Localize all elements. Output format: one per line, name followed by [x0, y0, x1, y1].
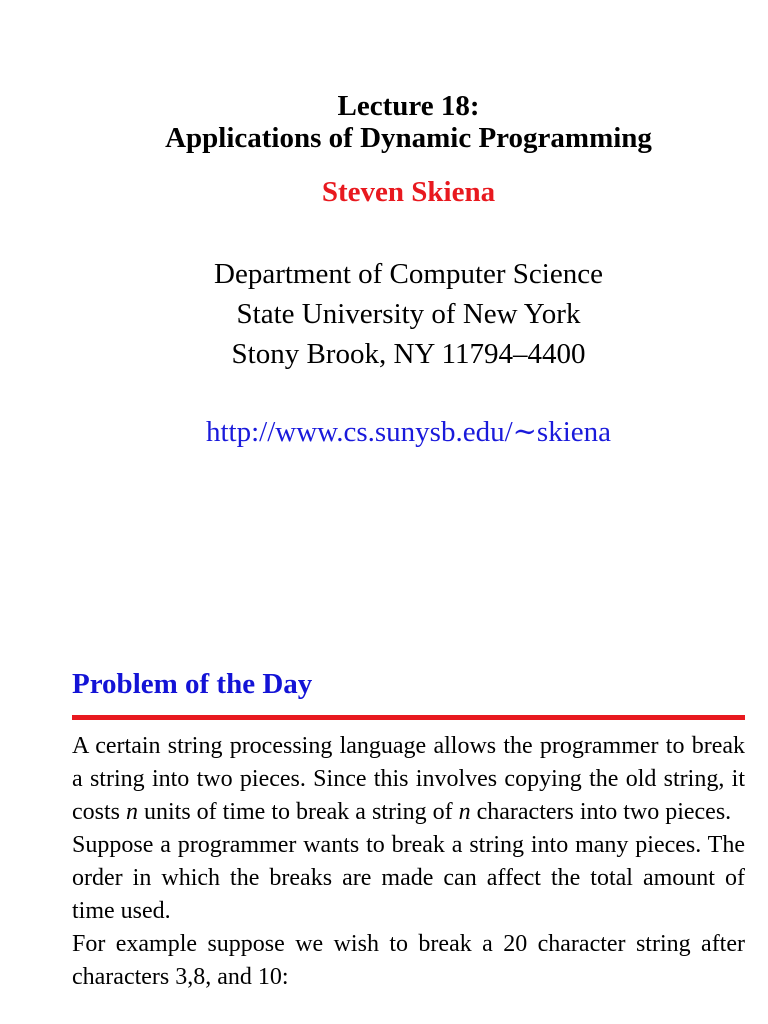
- section-heading: Problem of the Day: [72, 668, 313, 700]
- affiliation-block: [0, 254, 768, 374]
- section-body: [72, 730, 745, 994]
- homepage-link[interactable]: http://www.cs.sunysb.edu/∼skiena: [205, 416, 612, 448]
- author-name: Steven Skiena: [321, 176, 496, 208]
- p1-text-part-2: units of time to break a string of: [138, 799, 459, 825]
- title-line-1: Lecture 18:: [337, 90, 480, 122]
- paragraph-2: Suppose a programmer wants to break a string into many pieces. The order in which the breaks are made can affect the total amount of time used.: [72, 832, 745, 924]
- math-variable-n: n: [458, 799, 471, 825]
- title-line-2: Applications of Dynamic Programming: [165, 122, 652, 154]
- paragraph-1: [72, 730, 745, 829]
- paragraph-3: For example suppose we wish to break a 20 character string after characters 3,8, and 10:: [72, 931, 745, 990]
- department: Department of Computer Science: [214, 258, 603, 290]
- university: State University of New York: [236, 298, 581, 330]
- p1-text-part-1: A certain string processing language allows the programmer to break a string into two pieces. Since this involves copying the old string, it costs: [72, 733, 745, 825]
- p1-text-part-3: characters into two pieces.: [470, 799, 732, 825]
- math-variable-n: n: [126, 799, 138, 825]
- lecture-title: [0, 90, 768, 154]
- section-divider: [72, 715, 745, 720]
- address: Stony Brook, NY 11794–4400: [231, 338, 586, 370]
